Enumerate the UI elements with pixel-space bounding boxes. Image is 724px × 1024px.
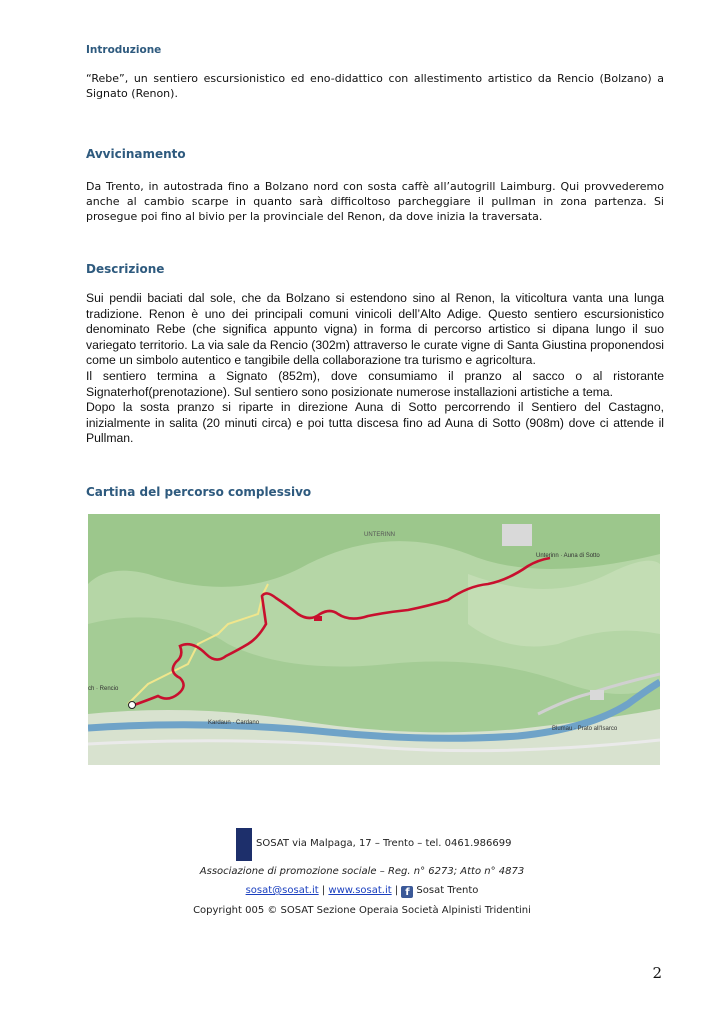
page-number: 2 [652,964,662,982]
footer-address: SOSAT via Malpaga, 17 – Trento – tel. 0461.986699 [256,838,512,849]
intro-text: “Rebe”, un sentiero escursionistico ed eno-didattico con allestimento artistico da Rencio (Bolzano) a Signato (Renon). [86,72,664,100]
description-paragraph-2: Il sentiero termina a Signato (852m), dove consumiamo il pranzo al sacco o al ristorante Signaterhof(prenotazione). Sul sentiero sono posizionate numerose installazioni artistiche a tema. [86,368,664,399]
website-link[interactable]: www.sosat.it [328,885,392,896]
footer-association: Associazione di promozione sociale – Reg. n° 6273; Atto n° 4873 [199,866,525,877]
description-paragraph-1: Sui pendii baciati dal sole, che da Bolzano si estendono sino al Renon, la viticoltura vanta una lunga tradizione. Renon è uno dei principali comuni vinicoli dell’Alto Adige. Questo sentiero escursionistico denominato Rebe (che significa appunto vigna) in forma di percorso artistico si dipana lungo il suo variegato territorio. La via sale da Rencio (302m) attraverso le curate vigne di Santa Giustina proponendosi come un simbolo autentico e tangibile della collaborazione tra turismo e agricoltura. [86,291,664,368]
facebook-label[interactable]: Sosat Trento [416,885,479,896]
description-heading: Descrizione [86,262,165,276]
map-label-bottom-right: Blumau · Prato all'Isarco [552,726,618,732]
route-map-image [88,514,660,765]
approach-text: Da Trento, in autostrada fino a Bolzano nord con sosta caffè all’autogrill Laimburg. Qui provvederemo anche al cambio scarpe in quanto sarà difficoltoso parcheggiare il pullman in zona partenza. Si prosegue poi fino al bivio per la provinciale del Renon, da dove inizia la traversata. [86,180,664,223]
sosat-logo [236,828,252,861]
footer-separator-1: | [321,885,326,896]
footer-copyright: Copyright 005 © SOSAT Sezione Operaia Società Alpinisti Tridentini [193,905,531,916]
intro-heading: Introduzione [86,44,162,56]
map-heading: Cartina del percorso complessivo [86,485,312,499]
map-label-village: UNTERINN [364,532,395,538]
facebook-icon[interactable]: f [401,886,413,898]
map-label-start: ch · Rencio [88,686,119,692]
description-paragraph-3: Dopo la sosta pranzo si riparte in direzione Auna di Sotto percorrendo il Sentiero del Castagno, inizialmente in salita (20 minuti circa) e poi tutta discesa fino ad Auna di Sotto (908m) dove ci attende il Pullman. [86,400,664,446]
email-link[interactable]: sosat@sosat.it [245,885,319,896]
approach-heading: Avvicinamento [86,147,186,161]
footer-contacts [0,885,724,898]
description-text [86,291,664,447]
map-label-end: Unterinn · Auna di Sotto [536,553,600,559]
map-label-bottom-left: Kardaun · Cardano [208,720,260,726]
footer-separator-2: | [394,885,399,896]
route-map [88,514,660,765]
